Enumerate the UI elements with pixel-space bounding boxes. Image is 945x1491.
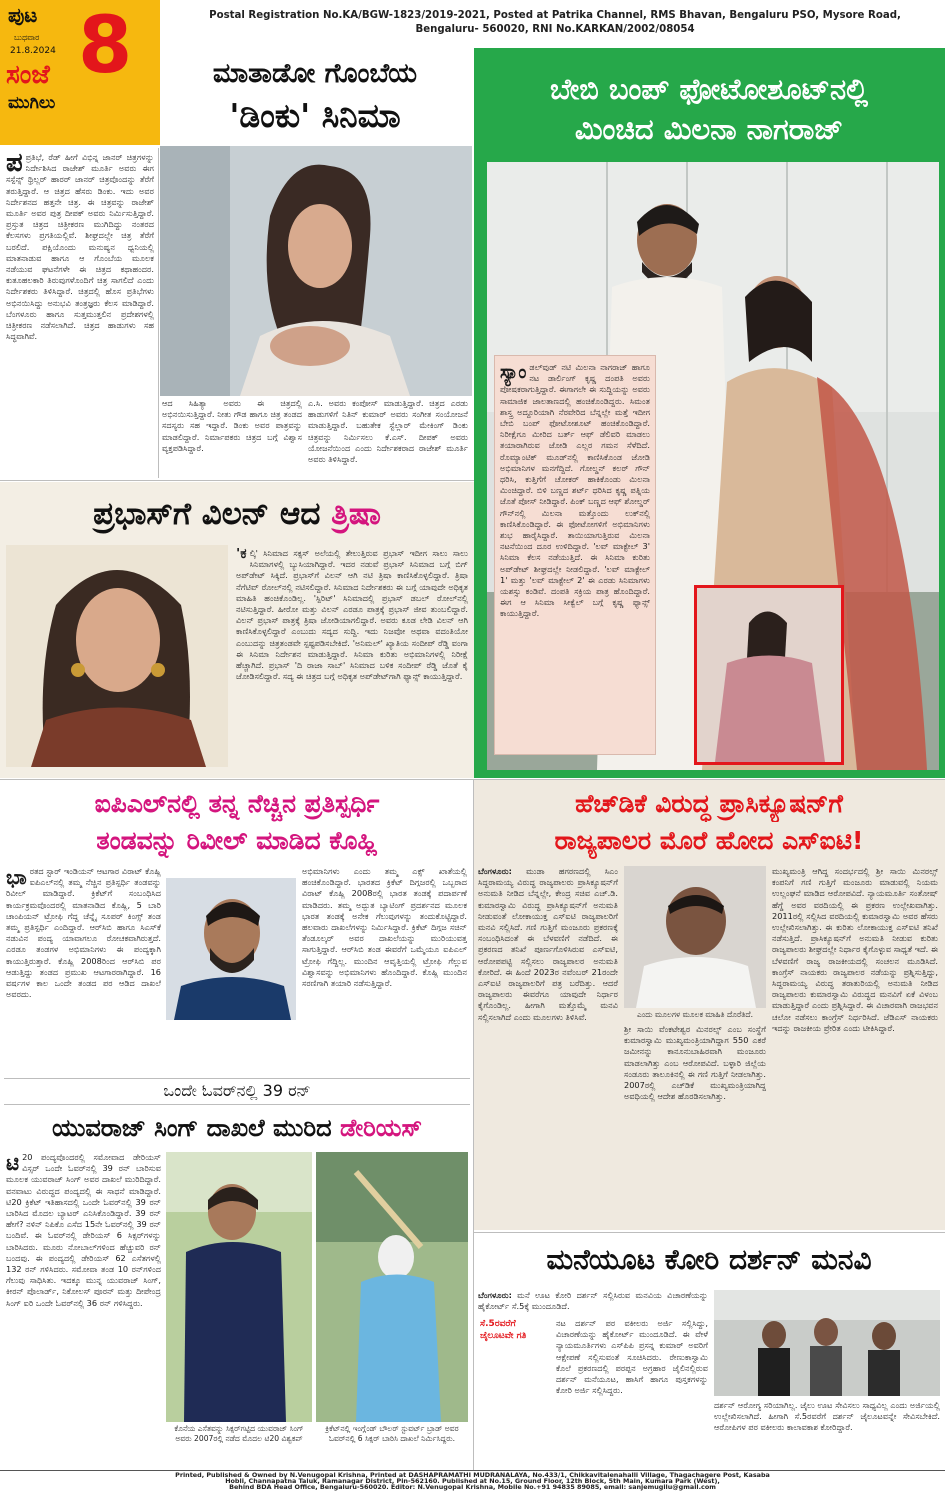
- trisha-dropcap: 'ಕ: [236, 548, 247, 562]
- kohli-illustration: [166, 878, 296, 1020]
- hdk-photo: [624, 866, 766, 1008]
- dinku-body-right: ಎ.ಸಿ. ಅವರು ಕಂಪೋಸ್ ಮಾಡುತ್ತಿದ್ದಾರೆ. ಚಿತ್ರದ ಎರಡು ಹಾಡುಗಳಿಗೆ ನಿತಿನ್ ಕುಮಾರ್ ಅವರು ಸಂಗೀತ ಸಂಯೋಜನೆ ಮಾಡುತ್ತಿದ್ದಾರೆ. ಬಹುತೇಕ ಸ್ಟೆಲ್ಲಾರ್ ಮೇಕಿಂಗ್ ಡಿಂಕು ಚಿತ್ರವನ್ನು ನಿರ್ಮಿಸಲು ಕೆ.ಎಸ್. ದೀಪಕ್ ಅವರು ಯೋಜನೆಯಿಂದ ಎಂದು ನಿರ್ದೇಶಕರಾದ ರಾಜೇಶ್ ಮೂರ್ತಿ ಅವರು ತಿಳಿಸಿದ್ದಾರೆ.: [308, 398, 468, 465]
- dinku-dropcap: ಪ: [6, 152, 23, 178]
- footer-line1: Printed, Published & Owned by N.Venugopal Krishna, Printed at DASHAPRAMATHI MUDRANALAYA, No.433/1, Chikkavitalenahalli Village, Thagachagere Post, Kasaba: [175, 1471, 770, 1479]
- milana-headline-line1: ಬೇಬಿ ಬಂಪ್ ಫೋಟೋಶೂಟ್‌ನಲ್ಲಿ: [549, 72, 869, 106]
- darshan-body-top-text: ಮನೆ ಊಟ ಕೋರಿ ದರ್ಶನ್ ಸಲ್ಲಿಸಿರುವ ಮನವಿಯ ವಿಚಾರಣೆಯನ್ನು ಹೈಕೋರ್ಟ್ ಸೆ.5ಕ್ಕೆ ಮುಂದೂಡಿದೆ.: [478, 1290, 708, 1312]
- darius-headline-part1: ಯುವರಾಜ್ ಸಿಂಗ್ ದಾಖಲೆ ಮುರಿದ: [51, 1114, 340, 1142]
- footer-line3: Behind BDA Head Office, Bengaluru-560020. Editor: N.Venugopal Krishna, Mobile No.+91 94835 89085, email: sanjemugilu@gmail.com: [229, 1483, 716, 1491]
- darius-headline: [4, 1110, 470, 1146]
- section-rule-3: [474, 1232, 945, 1233]
- darius-kicker-rule-top: [4, 1078, 470, 1079]
- darshan-photo: [714, 1290, 940, 1396]
- darius-kicker: ಒಂದೇ ಓವರ್‌ನಲ್ಲಿ 39 ರನ್: [163, 1081, 311, 1100]
- hdk-body-mid: ಶ್ರೀ ಸಾಯಿ ವೆಂಕಟೇಶ್ವರ ಮಿನರಲ್ಸ್ ಎಂಬ ಸಂಸ್ಥೆಗೆ ಕುಮಾರಸ್ವಾಮಿ ಮುಖ್ಯಮಂತ್ರಿಯಾಗಿದ್ದಾಗ 550 ಎಕರೆ ಜಮೀನನ್ನು ಕಾನೂನುಬಾಹಿರವಾಗಿ ಮಂಜೂರು ಮಾಡಲಾಗಿತ್ತು ಎಂಬ ಆರೋಪವಿದೆ. ಬಳ್ಳಾರಿ ಜಿಲ್ಲೆಯ ಸಂಡೂರು ತಾಲೂಕಿನಲ್ಲಿ ಈ ಗಣಿ ಗುತ್ತಿಗೆ ನೀಡಲಾಗಿತ್ತು. 2007ರಲ್ಲಿ ಎಚ್‌ಡಿಕೆ ಮುಖ್ಯಮಂತ್ರಿಯಾಗಿದ್ದ ಅವಧಿಯಲ್ಲಿ ಆದೇಶ ಹೊರಡಿಸಲಾಗಿತ್ತು.: [624, 1024, 766, 1102]
- dinku-body-mid: ಆದ ಸಿಹಿತ್ಯಾ ಅವರು ಈ ಚಿತ್ರದಲ್ಲಿ ಅಭಿನಯಿಸುತ್ತಿದ್ದಾರೆ. ನೀತು ಗೌಡ ಹಾಗೂ ಚಿತ್ರ ತಂಡದ ಸದಸ್ಯರು ಸಹ ಇದ್ದಾರೆ. ಡಿಂಕು ಅವರ ಪಾತ್ರವನ್ನು ಮಾಡಲಿದ್ದಾರೆ. ನಿರ್ಮಾಪಕರು ಚಿತ್ರದ ಬಗ್ಗೆ ವಿಶ್ವಾಸ ವ್ಯಕ್ತಪಡಿಸಿದ್ದಾರೆ.: [162, 398, 302, 453]
- kohli-headline-line1: ಐಪಿಎಲ್‌ನಲ್ಲಿ ತನ್ನ ನೆಚ್ಚಿನ ಪ್ರತಿಸ್ಪರ್ಧಿ: [94, 789, 380, 818]
- kohli-body-left-text: ರತದ ಸ್ಟಾರ್ ಇಂಡಿಯನ್ ಆಟಗಾರ ವಿರಾಟ್ ಕೊಹ್ಲಿ ಐಪಿಎಲ್‌ನಲ್ಲಿ ತಮ್ಮ ನೆಚ್ಚಿನ ಪ್ರತಿಸ್ಪರ್ಧಿ ತಂಡವನ್ನು ರಿವೀಲ್ ಮಾಡಿದ್ದಾರೆ. ಕ್ರಿಕೆಟ್‌ಗೆ ಸಂಬಂಧಿಸಿದ ಕಾರ್ಯಕ್ರಮವೊಂದರಲ್ಲಿ ಮಾತನಾಡಿದ ಕೊಹ್ಲಿ, 5 ಬಾರಿ ಚಾಂಪಿಯನ್ ಟ್ರೋಫಿ ಗೆದ್ದ ಚೆನ್ನೈ ಸೂಪರ್ ಕಿಂಗ್ಸ್ ತಂಡ ತಮ್ಮ ಪ್ರತಿಸ್ಪರ್ಧಿ ಎಂದಿದ್ದಾರೆ. ಆರ್‌ಸಿಬಿ ಹಾಗೂ ಸಿಎಸ್‌ಕೆ ನಡುವಿನ ಪಂದ್ಯ ಯಾವಾಗಲೂ ರೋಚಕವಾಗಿರುತ್ತದೆ. ಎರಡೂ ತಂಡಗಳ ಅಭಿಮಾನಿಗಳು ಈ ಪಂದ್ಯಕ್ಕಾಗಿ ಕಾಯುತ್ತಿರುತ್ತಾರೆ. ಕೊಹ್ಲಿ 2008ರಿಂದ ಆರ್‌ಸಿಬಿ ಪರ ಆಡುತ್ತಿದ್ದು ತಂಡದ ಪ್ರಮುಖ ಆಟಗಾರರಾಗಿದ್ದಾರೆ. 16 ವರ್ಷಗಳ ಕಾಲ ಒಂದೇ ತಂಡದ ಪರ ಆಡಿದ ದಾಖಲೆ ಅವರದು.: [6, 866, 161, 1000]
- hdk-body-right: ಮುಖ್ಯಮಂತ್ರಿ ಆಗಿದ್ದ ಸಂದರ್ಭದಲ್ಲಿ ಶ್ರೀ ಸಾಯಿ ಮಿನರಲ್ಸ್ ಕಂಪನಿಗೆ ಗಣಿ ಗುತ್ತಿಗೆ ಮಂಜೂರು ಮಾಡುವಲ್ಲಿ ನಿಯಮ ಉಲ್ಲಂಘನೆ ಮಾಡಿದ ಆರೋಪವಿದೆ. ನ್ಯಾಯಮೂರ್ತಿ ಸಂತೋಷ್ ಹೆಗ್ಡೆ ಅವರ ವರದಿಯಲ್ಲಿ ಈ ಪ್ರಕರಣ ಉಲ್ಲೇಖವಾಗಿತ್ತು. 2011ರಲ್ಲಿ ಸಲ್ಲಿಸಿದ ವರದಿಯಲ್ಲಿ ಕುಮಾರಸ್ವಾಮಿ ಅವರ ಹೆಸರು ಉಲ್ಲೇಖಿಸಲಾಗಿತ್ತು. ಈ ಕುರಿತು ಲೋಕಾಯುಕ್ತ ಎಸ್‌ಐಟಿ ತನಿಖೆ ನಡೆಸುತ್ತಿದೆ. ಪ್ರಾಸಿಕ್ಯೂಷನ್‌ಗೆ ಅನುಮತಿ ನೀಡುವ ಕುರಿತು ರಾಜ್ಯಪಾಲರು ಶೀಘ್ರದಲ್ಲೇ ನಿರ್ಧಾರ ಕೈಗೊಳ್ಳುವ ಸಾಧ್ಯತೆ ಇದೆ. ಈ ಬೆಳವಣಿಗೆ ರಾಜ್ಯ ರಾಜಕೀಯದಲ್ಲಿ ಸಂಚಲನ ಮೂಡಿಸಿದೆ. ಕಾಂಗ್ರೆಸ್ ನಾಯಕರು ರಾಜ್ಯಪಾಲರ ನಡೆಯನ್ನು ಪ್ರಶ್ನಿಸುತ್ತಿದ್ದು, ಸಿದ್ದರಾಮಯ್ಯ ವಿರುದ್ಧ ತರಾತುರಿಯಲ್ಲಿ ಅನುಮತಿ ನೀಡಿದ ರಾಜ್ಯಪಾಲರು ಕುಮಾರಸ್ವಾಮಿ ವಿರುದ್ಧದ ಮನವಿಗೆ ಏಕೆ ವಿಳಂಬ ಮಾಡುತ್ತಿದ್ದಾರೆ ಎಂದು ಪ್ರಶ್ನಿಸಿದ್ದಾರೆ. ಈ ವಿಚಾರವಾಗಿ ರಾಜಭವನ ಚಲೋ ನಡೆಸಲು ಕಾಂಗ್ರೆಸ್ ನಿರ್ಧರಿಸಿದೆ. ಜೆಡಿಎಸ್ ನಾಯಕರು ಇದನ್ನು ರಾಜಕೀಯ ಪ್ರೇರಿತ ಎಂದು ಟೀಕಿಸಿದ್ದಾರೆ.: [772, 866, 938, 1033]
- darius-dropcap: ಟಿ: [6, 1152, 20, 1175]
- weekday: ಬುಧವಾರ: [14, 33, 40, 42]
- paper-name-line1: ಸಂಜೆ: [6, 60, 50, 90]
- darshan-side-label: ಸೆ.5ರವರೆಗೆ ಜೈಲೂಟವೇ ಗತಿ: [480, 1319, 527, 1341]
- hdk-photo-caption: ಎಂದು ಮೂಲಗಳ ಮೂಲಕ ಮಾಹಿತಿ ದೊರೆತಿದೆ.: [636, 1010, 753, 1019]
- darius-caption-right: ಕ್ರಿಕೆಟ್‌ನಲ್ಲಿ ಇಂಗ್ಲೆಂಡ್ ಬೌಲರ್ ಸ್ಟುವರ್ಟ್ ಬ್ರಾಡ್ ಅವರ ಓವರ್‌ನಲ್ಲಿ 6 ಸಿಕ್ಸರ್ ಬಾರಿಸಿ ದಾಖಲೆ ನಿರ್ಮಿಸಿದ್ದರು.: [325, 1424, 459, 1443]
- yuvraj-illustration: [316, 1152, 468, 1422]
- hdk-dateline: ಬೆಂಗಳೂರು:: [478, 866, 512, 876]
- footer-line2: Hobli, Channapatna Taluk, Ramanagar District, Pin-562160. Published at No.15, Ground Floor, 12th Block, 5th Main, Kumara Park (West),: [225, 1477, 720, 1485]
- darshan-illustration: [714, 1290, 940, 1396]
- trisha-illustration: [6, 545, 228, 767]
- darius-caption-left: ಕೊನೆಯ ಎಸೆತವನ್ನು ಸಿಕ್ಸರ್‌ಗಟ್ಟಿದ ಯುವರಾಜ್ ಸಿಂಗ್‌ ಅವರು 2007ರಲ್ಲಿ ನಡೆದ ಮೊದಲ ಟಿ20 ವಿಶ್ವಕಪ್: [174, 1424, 304, 1443]
- hdk-body-left: [478, 866, 618, 1216]
- dinku-headline-line1: ಮಾತಾಡೋ ಗೊಂಬೆಯ: [212, 58, 418, 89]
- dinku-actress-illustration: [160, 146, 472, 396]
- column-rule-1: [158, 148, 159, 478]
- dinku-body-left-text: ಪ್ರತಿಭೆ, ರೆಡ್ ಹೀಗೆ ವಿಭಿನ್ನ ಜಾನರ್ ಚಿತ್ರಗಳನ್ನು ನಿರ್ದೇಶಿಸಿದ ರಾಜೇಶ್ ಮೂರ್ತಿ ಅವರು ಈಗ ಸಸ್ಪೆನ್ಸ್ ಥ್ರಿಲ್ಲರ್ ಹಾರರ್ ಜಾನರ್ ಚಿತ್ರವೊಂದನ್ನು ತೆರೆಗೆ ತರುತ್ತಿದ್ದಾರೆ. ಆ ಚಿತ್ರದ ಹೆಸರು ಡಿಂಕು. ಇದು ಅವರ ನಿರ್ದೇಶನದ ಹತ್ತನೇ ಚಿತ್ರ. ಈ ಚಿತ್ರವನ್ನು ರಾಜೇಶ್ ಮೂರ್ತಿ ಅವರ ಪುತ್ರ ದೀಪಕ್ ಅವರು ನಿರ್ಮಿಸುತ್ತಿದ್ದಾರೆ. ಪ್ರಸ್ತುತ ಚಿತ್ರದ ಚಿತ್ರೀಕರಣ ಮುಗಿದಿದ್ದು ನಂತರದ ಕೆಲಸಗಳು ಪ್ರಗತಿಯಲ್ಲಿವೆ. ಶೀಘ್ರದಲ್ಲೇ ಚಿತ್ರ ತೆರೆಗೆ ಬರಲಿದೆ. ಪಕ್ಷಿಯೊಂದು ಮನುಷ್ಯನ ಧ್ವನಿಯಲ್ಲಿ ಮಾತನಾಡುವ ಹಾಗೂ ಆ ಗೊಂಬೆಯ ಮೂಲಕ ನಡೆಯುವ ಘಟನೆಗಳೇ ಈ ಚಿತ್ರದ ಕಥಾಹಂದರ. ಕುತೂಹಲಕಾರಿ ತಿರುವುಗಳೊಂದಿಗೆ ಚಿತ್ರ ಸಾಗಲಿದೆ ಎಂದು ನಿರ್ದೇಶಕರು ತಿಳಿಸಿದ್ದಾರೆ. ಚಿತ್ರದಲ್ಲಿ ಹೊಸ ಪ್ರತಿಭೆಗಳು ಅಭಿನಯಿಸಿದ್ದು ಅನುಭವಿ ತಂತ್ರಜ್ಞರು ಕೆಲಸ ಮಾಡಿದ್ದಾರೆ. ಬೆಂಗಳೂರು ಹಾಗೂ ಸುತ್ತಮುತ್ತಲಿನ ಪ್ರದೇಶಗಳಲ್ಲಿ ಚಿತ್ರೀಕರಣ ನಡೆಸಲಾಗಿದೆ. ಚಿತ್ರದ ಹಾಡುಗಳು ಸಹ ಸಿದ್ಧವಾಗಿವೆ.: [6, 152, 154, 342]
- trisha-photo: [6, 545, 228, 767]
- registration-line1: Postal Registration No.KA/BGW-1823/2019-2021, Posted at Patrika Channel, RMS Bhavan, Bengaluru PSO, Mysore Road,: [209, 10, 901, 21]
- hdk-headline-line1: ಹೆಚ್‌ಡಿಕೆ ವಿರುದ್ಧ ಪ್ರಾಸಿಕ್ಯೂಷನ್‌ಗೆ: [575, 789, 843, 818]
- hdk-headline-line2: ರಾಜ್ಯಪಾಲರ ಮೊರೆ ಹೋದ ಎಸ್‌ಐಟಿ!: [554, 826, 864, 855]
- yuvraj-photo: [316, 1152, 468, 1422]
- milana-pink-gown-photo: [694, 585, 844, 765]
- darshan-dateline: ಬೆಂಗಳೂರು:: [478, 1290, 512, 1300]
- dinku-actress-photo: [160, 146, 472, 396]
- section-rule-2: [0, 779, 945, 780]
- trisha-body-text: ಲ್ಕಿ' ಸಿನಿಮಾದ ಸಕ್ಸಸ್ ಅಲೆಯಲ್ಲಿ ತೇಲುತ್ತಿರುವ ಪ್ರಭಾಸ್ ಇದೀಗ ಸಾಲು ಸಾಲು ಸಿನಿಮಾಗಳಲ್ಲಿ ಬ್ಯುಸಿಯಾಗಿದ್ದಾರೆ. ಇದರ ನಡುವೆ ಪ್ರಭಾಸ್ ಸಿನಿಮಾದ ಬಗ್ಗೆ ಬಿಗ್ ಅಪ್‌ಡೇಟ್ ಸಿಕ್ಕಿದೆ. ಪ್ರಭಾಸ್‌ಗೆ ವಿಲನ್ ಆಗಿ ನಟಿ ತ್ರಿಷಾ ಕಾಣಿಸಿಕೊಳ್ಳಲಿದ್ದಾರೆ. ತ್ರಿಷಾ ನೆಗೆಟಿವ್ ರೋಲ್‌ನಲ್ಲಿ ನಟಿಸಲಿದ್ದಾರೆ. ಸಿನಿಮಾದ ನಿರ್ದೇಶಕರು ಈ ಬಗ್ಗೆ ಯಾವುದೇ ಅಧಿಕೃತ ಮಾಹಿತಿ ಹಂಚಿಕೊಂಡಿಲ್ಲ. 'ಸ್ಪಿರಿಟ್' ಸಿನಿಮಾದಲ್ಲಿ ಪ್ರಭಾಸ್ ಡಬಲ್ ರೋಲ್‌ನಲ್ಲಿ ನಟಿಸುತ್ತಿದ್ದಾರೆ. ಹೀರೋ ಮತ್ತು ವಿಲನ್ ಎರಡೂ ಪಾತ್ರಕ್ಕೆ ಪ್ರಭಾಸ್ ಜೀವ ತುಂಬಲಿದ್ದಾರೆ. ವಿಲನ್ ಪ್ರಭಾಸ್ ಪಾತ್ರಕ್ಕೆ ತ್ರಿಷಾ ಜೋಡಿಯಾಗಲಿದ್ದಾರೆ. ಅವರು ಕೂಡ ಲೇಡಿ ವಿಲನ್ ಆಗಿ ಕಾಣಿಸಿಕೊಳ್ಳಲಿದ್ದಾರೆ ಎಂಬುದು ಸದ್ಯದ ಸುದ್ದಿ. ಇದು ನಿಜವೋ ಅಥವಾ ವದಂತಿಯೋ ಎಂಬುದನ್ನು ಚಿತ್ರತಂಡವೇ ಸ್ಪಷ್ಟಪಡಿಸಬೇಕಿದೆ. 'ಅನಿಮಲ್' ಖ್ಯಾತಿಯ ಸಂದೀಪ್ ರೆಡ್ಡಿ ವಂಗಾ ಈ ಸಿನಿಮಾ ನಿರ್ದೇಶನ ಮಾಡುತ್ತಿದ್ದಾರೆ. ಸಿನಿಮಾ ಕುರಿತು ಅಭಿಮಾನಿಗಳಲ್ಲಿ ನಿರೀಕ್ಷೆ ಹೆಚ್ಚಾಗಿದೆ. ಪ್ರಭಾಸ್ 'ದಿ ರಾಜಾ ಸಾಬ್' ಸಿನಿಮಾದ ಬಳಿಕ ಸಂದೀಪ್ ರೆಡ್ಡಿ ಜೊತೆ ಕೈ ಜೋಡಿಸಲಿದ್ದಾರೆ. ಸದ್ಯ ಈ ಚಿತ್ರದ ಬಗ್ಗೆ ಅಧಿಕೃತ ಅಪ್‌ಡೇಟ್‌ಗಾಗಿ ಫ್ಯಾನ್ಸ್ ಕಾಯುತ್ತಿದ್ದಾರೆ.: [236, 548, 468, 682]
- hdk-illustration: [624, 866, 766, 1008]
- darshan-headline: ಮನೆಯೂಟ ಕೋರಿ ದರ್ಶನ್ ಮನವಿ: [546, 1243, 872, 1276]
- kohli-dropcap: ಭಾ: [6, 866, 27, 889]
- darius-kicker-rule-bottom: [4, 1104, 470, 1105]
- page-number: 8: [78, 1, 133, 91]
- section-rule-1: [0, 480, 474, 481]
- column-rule-center: [473, 780, 474, 1470]
- page-word: ಪುಟ: [8, 3, 38, 27]
- milana-body: [500, 362, 650, 750]
- issue-date: 21.8.2024: [10, 46, 56, 56]
- trisha-headline-part1: ಪ್ರಭಾಸ್‌ಗೆ ವಿಲನ್ ಆದ: [93, 496, 332, 532]
- trisha-headline: [4, 492, 470, 536]
- darshan-body-right: ದರ್ಶನ್ ಆರೋಗ್ಯ ಸರಿಯಾಗಿಲ್ಲ. ಜೈಲು ಊಟ ಸೇವಿಸಲು ಸಾಧ್ಯವಿಲ್ಲ ಎಂದು ಅರ್ಜಿಯಲ್ಲಿ ಉಲ್ಲೇಖಿಸಲಾಗಿದೆ. ಹೀಗಾಗಿ ಸೆ.5ರವರೆಗೆ ದರ್ಶನ್ ಜೈಲೂಟವನ್ನೇ ಸೇವಿಸಬೇಕಿದೆ. ಆರೋಪಿಗಳ ಪರ ವಕೀಲರು ಕಾಲಾವಕಾಶ ಕೋರಿದ್ದಾರೆ.: [714, 1400, 940, 1433]
- registration-line2: Bengaluru- 560020, RNI No.KARKAN/2002/08054: [415, 24, 695, 35]
- kohli-body-right: ಅಭಿಮಾನಿಗಳು ಎಂದು ತಮ್ಮ ಎಕ್ಸ್ ಖಾತೆಯಲ್ಲಿ ಹಂಚಿಕೊಂಡಿದ್ದಾರೆ. ಭಾರತದ ಕ್ರಿಕೆಟ್ ದಿಗ್ಗಜರಲ್ಲಿ ಒಬ್ಬರಾದ ವಿರಾಟ್ ಕೊಹ್ಲಿ 2008ರಲ್ಲಿ ಭಾರತ ತಂಡಕ್ಕೆ ಪದಾರ್ಪಣೆ ಮಾಡಿದರು. ತಮ್ಮ ಅದ್ಭುತ ಬ್ಯಾಟಿಂಗ್ ಪ್ರದರ್ಶನದ ಮೂಲಕ ಭಾರತ ತಂಡಕ್ಕೆ ಅನೇಕ ಗೆಲುವುಗಳನ್ನು ತಂದುಕೊಟ್ಟಿದ್ದಾರೆ. ಹಲವಾರು ದಾಖಲೆಗಳನ್ನು ನಿರ್ಮಿಸಿದ್ದಾರೆ. ಕ್ರಿಕೆಟ್ ದಿಗ್ಗಜ ಸಚಿನ್ ತೆಂಡೂಲ್ಕರ್ ಅವರ ದಾಖಲೆಯನ್ನು ಮುರಿಯುವತ್ತ ಸಾಗುತ್ತಿದ್ದಾರೆ. ಆರ್‌ಸಿಬಿ ತಂಡ ಈವರೆಗೆ ಒಮ್ಮೆಯೂ ಐಪಿಎಲ್ ಟ್ರೋಫಿ ಗೆದ್ದಿಲ್ಲ. ಮುಂದಿನ ಆವೃತ್ತಿಯಲ್ಲಿ ಟ್ರೋಫಿ ಗೆಲ್ಲುವ ವಿಶ್ವಾಸವನ್ನು ಅಭಿಮಾನಿಗಳು ಹೊಂದಿದ್ದಾರೆ. ಕೊಹ್ಲಿ ಮುಂದಿನ ಸರಣಿಗಾಗಿ ತಯಾರಿ ನಡೆಸುತ್ತಿದ್ದಾರೆ.: [302, 866, 467, 989]
- darius-body: [6, 1152, 161, 1452]
- kohli-headline-line2: ತಂಡವನ್ನು ರಿವೀಲ್ ಮಾಡಿದ ಕೊಹ್ಲಿ: [96, 826, 378, 855]
- milana-dropcap: ಸ್ಯಾಂ: [500, 362, 527, 383]
- darshan-body-left: ನಟ ದರ್ಶನ್ ಪರ ವಕೀಲರು ಅರ್ಜಿ ಸಲ್ಲಿಸಿದ್ದು, ವಿಚಾರಣೆಯನ್ನು ಹೈಕೋರ್ಟ್ ಮುಂದೂಡಿದೆ. ಈ ವೇಳೆ ನ್ಯಾಯಮೂರ್ತಿಗಳು ಎಸ್‌ಪಿಪಿ ಪ್ರಸನ್ನ ಕುಮಾರ್ ಅವರಿಗೆ ಆಕ್ಷೇಪಣೆ ಸಲ್ಲಿಸುವಂತೆ ಸೂಚಿಸಿದರು. ರೇಣುಕಾಸ್ವಾಮಿ ಕೊಲೆ ಪ್ರಕರಣದಲ್ಲಿ ಪರಪ್ಪನ ಅಗ್ರಹಾರ ಜೈಲಿನಲ್ಲಿರುವ ದರ್ಶನ್ ಮನೆಯೂಟ, ಹಾಸಿಗೆ ಹಾಗೂ ಪುಸ್ತಕಗಳನ್ನು ಕೋರಿ ಅರ್ಜಿ ಸಲ್ಲಿಸಿದ್ದರು.: [556, 1318, 708, 1396]
- trisha-body: [236, 548, 468, 770]
- dinku-headline-line2: 'ಡಿಂಕು' ಸಿನಿಮಾ: [229, 96, 401, 135]
- milana-pink-gown-illustration: [697, 588, 841, 762]
- trisha-headline-name: ತ್ರಿಷಾ: [331, 496, 381, 532]
- milana-body-text: ಡಲ್‌ವುಡ್ ನಟಿ ಮಿಲನಾ ನಾಗರಾಜ್ ಹಾಗೂ ನಟ ಡಾರ್ಲಿಂಗ್ ಕೃಷ್ಣ ದಂಪತಿ ಅವರು ಪೋಷಕರಾಗುತ್ತಿದ್ದಾರೆ. ಈಗಾಗಲೇ ಈ ಸುದ್ದಿಯನ್ನು ಅವರು ಸಾಮಾಜಿಕ ಜಾಲತಾಣದಲ್ಲಿ ಹಂಚಿಕೊಂಡಿದ್ದರು. ಸಿಮಂತ ಶಾಸ್ತ್ರ ಅದ್ದೂರಿಯಾಗಿ ನೆರವೇರಿದ ಬೆನ್ನಲ್ಲೇ ಮತ್ತೆ ಇದೀಗ ಬೇಬಿ ಬಂಪ್ ಫೋಟೋಶೂಟ್ ಹಂಚಿಕೊಂಡಿದ್ದಾರೆ. ನಿರೀಕ್ಷೆಗೂ ಮೀರಿದ ಬರ್ತ್ ಆಫ್ ಡೆಲಿವರಿ ಮಾಡಲು ತಯಾರಾಗಿರುವ ಜೋಡಿ ಎಲ್ಲರ ಗಮನ ಸೆಳೆದಿದೆ. ರೊಮ್ಯಾಂಟಿಕ್ ಮೂಡ್‌ನಲ್ಲಿ ಕಾಣಿಸಿಕೊಂಡ ಜೋಡಿ ಅಭಿಮಾನಿಗಳ ಮನಗೆದ್ದಿದೆ. ಗೋಲ್ಡನ್ ಕಲರ್ ಗೌನ್ ಧರಿಸಿ, ಕುತ್ತಿಗೆಗೆ ಚೋಕರ್ ಹಾಕಿಕೊಂಡು ಮಿಲನಾ ಮಿಂಚಿದ್ದಾರೆ. ಬಿಳಿ ಬಣ್ಣದ ಶರ್ಟ್ ಧರಿಸಿದ ಕೃಷ್ಣ ಪತ್ನಿಯ ಜೊತೆ ಪೋಸ್ ನೀಡಿದ್ದಾರೆ. ಪಿಂಕ್ ಬಣ್ಣದ ಆಫ್ ಶೋಲ್ಡರ್ ಗೌನ್‌ನಲ್ಲಿ ಮಿಲನಾ ಮತ್ತೊಂದು ಲುಕ್‌ನಲ್ಲಿ ಕಾಣಿಸಿಕೊಂಡಿದ್ದಾರೆ. ಈ ಫೋಟೋಗಳಿಗೆ ಅಭಿಮಾನಿಗಳು ಶುಭ ಹಾರೈಸಿದ್ದಾರೆ. ತಾಯಿಯಾಗುತ್ತಿರುವ ಮಿಲನಾ ನಟನೆಯಿಂದ ದೂರ ಉಳಿದಿದ್ದಾರೆ. 'ಲವ್ ಮಾಕ್ಟೇಲ್ 3' ಸಿನಿಮಾ ಕೆಲಸ ನಡೆಯುತ್ತಿದೆ. ಈ ಸಿನಿಮಾ ಕುರಿತು ಅಪ್‌ಡೇಟ್ ಶೀಘ್ರದಲ್ಲೇ ನೀಡಲಿದ್ದಾರೆ. 'ಲವ್ ಮಾಕ್ಟೇಲ್ 1' ಮತ್ತು 'ಲವ್ ಮಾಕ್ಟೇಲ್ 2' ಈ ಎರಡು ಸಿನಿಮಾಗಳು ಯಶಸ್ಸು ಕಂಡಿವೆ. ದಂಪತಿ ಸಕ್ರಿಯ ಪಾತ್ರ ಹೊಂದಿದ್ದಾರೆ. ಈಗ ಆ ಸಿನಿಮಾ ಸೀಕ್ವೆಲ್ ಬಗ್ಗೆ ಕೃಷ್ಣ ಫ್ಯಾನ್ಸ್ ಕಾಯುತ್ತಿದ್ದಾರೆ.: [500, 362, 650, 619]
- darius-body-text: 20 ಪಂದ್ಯವೊಂದರಲ್ಲಿ ಸಮೋವಾದ ಡೇರಿಯಸ್ ವಿಸ್ಸರ್ ಒಂದೇ ಓವರ್‌ನಲ್ಲಿ 39 ರನ್ ಬಾರಿಸುವ ಮೂಲಕ ಯುವರಾಜ್ ಸಿಂಗ್ ಅವರ ದಾಖಲೆ ಮುರಿದಿದ್ದಾರೆ. ವನವಾಟು ವಿರುದ್ಧದ ಪಂದ್ಯದಲ್ಲಿ ಈ ಸಾಧನೆ ಮಾಡಿದ್ದಾರೆ. ಟಿ20 ಕ್ರಿಕೆಟ್ ಇತಿಹಾಸದಲ್ಲಿ ಒಂದೇ ಓವರ್‌ನಲ್ಲಿ 39 ರನ್ ಬಾರಿಸಿದ ಮೊದಲ ಬ್ಯಾಟರ್ ಎನಿಸಿಕೊಂಡಿದ್ದಾರೆ. 39 ರನ್ ಹೇಗೆ? ನಳಿನ್ ನಿಪಿಕೊ ಎಸೆದ 15ನೇ ಓವರ್‌ನಲ್ಲಿ 39 ರನ್ ಬಂದಿವೆ. ಈ ಓವರ್‌ನಲ್ಲಿ ಡೇರಿಯಸ್ 6 ಸಿಕ್ಸರ್‌ಗಳನ್ನು ಬಾರಿಸಿದರು. ಮೂರು ನೋಬಾಲ್‌ಗಳಿಂದ ಹೆಚ್ಚುವರಿ ರನ್ ಬಂದವು. ಈ ಪಂದ್ಯದಲ್ಲಿ ಡೇರಿಯಸ್ 62 ಎಸೆತಗಳಲ್ಲಿ 132 ರನ್ ಗಳಿಸಿದರು. ಸಮೋವಾ ತಂಡ 10 ರನ್‌ಗಳಿಂದ ಗೆಲುವು ಸಾಧಿಸಿತು. ಇದಕ್ಕೂ ಮುನ್ನ ಯುವರಾಜ್ ಸಿಂಗ್, ಕೀರನ್ ಪೊಲಾರ್ಡ್, ನಿಕೋಲಸ್ ಪೂರನ್ ಮತ್ತು ದೀಪೇಂದ್ರ ಸಿಂಗ್ ಐರಿ ಒಂದೇ ಓವರ್‌ನಲ್ಲಿ 36 ರನ್ ಗಳಿಸಿದ್ದರು.: [6, 1152, 161, 1308]
- kohli-photo: [166, 878, 296, 1020]
- hdk-body-left-text: ಮುಡಾ ಹಗರಣದಲ್ಲಿ ಸಿಎಂ ಸಿದ್ದರಾಮಯ್ಯ ವಿರುದ್ಧ ರಾಜ್ಯಪಾಲರು ಪ್ರಾಸಿಕ್ಯೂಷನ್‌ಗೆ ಅನುಮತಿ ನೀಡಿದ ಬೆನ್ನಲ್ಲೇ, ಕೇಂದ್ರ ಸಚಿವ ಎಚ್.ಡಿ. ಕುಮಾರಸ್ವಾಮಿ ವಿರುದ್ಧ ಪ್ರಾಸಿಕ್ಯೂಷನ್‌ಗೆ ಅನುಮತಿ ನೀಡುವಂತೆ ಲೋಕಾಯುಕ್ತ ಎಸ್‌ಐಟಿ ರಾಜ್ಯಪಾಲರಿಗೆ ಮನವಿ ಸಲ್ಲಿಸಿದೆ. ಗಣಿ ಗುತ್ತಿಗೆ ಮಂಜೂರು ಪ್ರಕರಣಕ್ಕೆ ಸಂಬಂಧಿಸಿದಂತೆ ಈ ಬೆಳವಣಿಗೆ ನಡೆದಿದೆ. ಈ ಪ್ರಕರಣದ ತನಿಖೆ ಪೂರ್ಣಗೊಳಿಸಿರುವ ಎಸ್‌ಐಟಿ, ಆರೋಪಪಟ್ಟಿ ಸಲ್ಲಿಸಲು ರಾಜ್ಯಪಾಲರ ಅನುಮತಿ ಕೋರಿದೆ. ಈ ಹಿಂದೆ 2023ರ ನವೆಂಬರ್ 21ರಂದೇ ಎಸ್‌ಐಟಿ ರಾಜ್ಯಪಾಲರಿಗೆ ಪತ್ರ ಬರೆದಿತ್ತು. ಆದರೆ ರಾಜ್ಯಪಾಲರು ಈವರೆಗೂ ಯಾವುದೇ ನಿರ್ಧಾರ ಕೈಗೊಂಡಿಲ್ಲ. ಹೀಗಾಗಿ ಮತ್ತೊಮ್ಮೆ ಮನವಿ ಸಲ್ಲಿಸಲಾಗಿದೆ ಎಂದು ಮೂಲಗಳು ತಿಳಿಸಿವೆ.: [478, 866, 618, 1022]
- darshan-body-top: [478, 1290, 708, 1314]
- darius-photo: [166, 1152, 312, 1422]
- darius-illustration: [166, 1152, 312, 1422]
- milana-headline-line2: ಮಿಂಚಿದ ಮಿಲನಾ ನಾಗರಾಜ್: [574, 112, 844, 146]
- darius-headline-name: ಡೇರಿಯಸ್: [339, 1114, 423, 1142]
- paper-name-line2: ಮುಗಿಲು: [8, 93, 56, 113]
